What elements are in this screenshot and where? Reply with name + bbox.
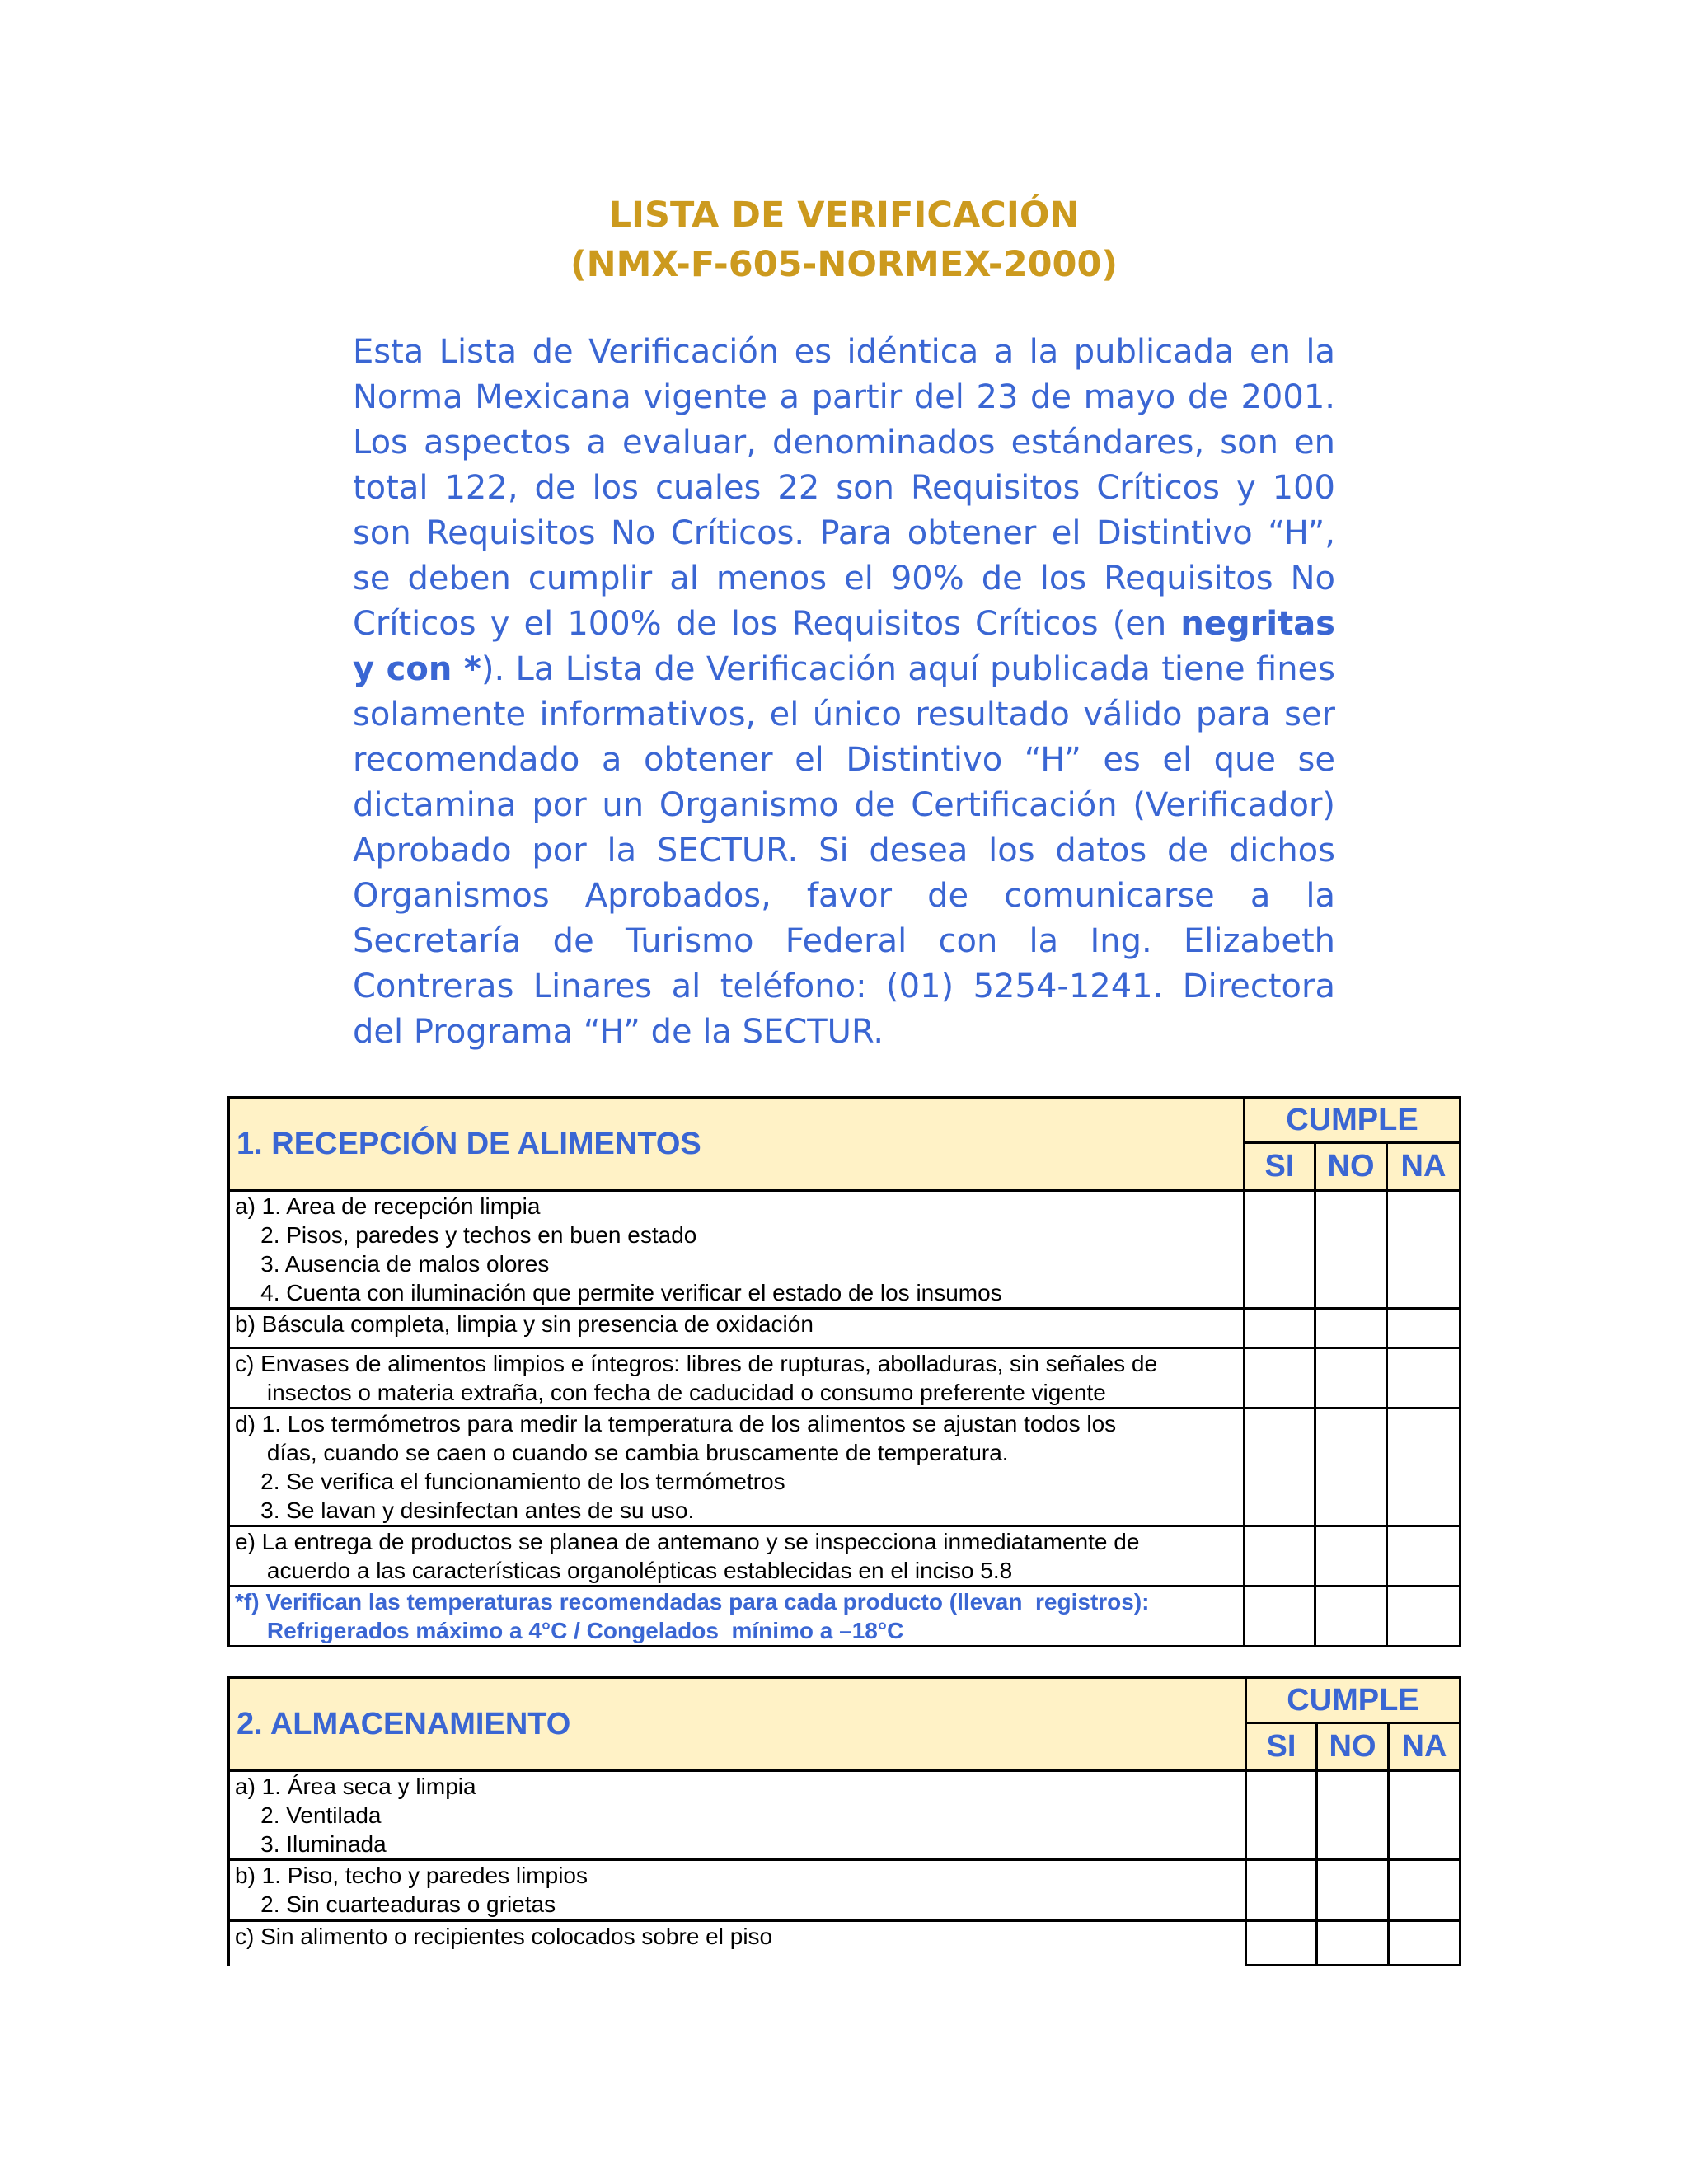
na-checkbox[interactable] [1387,1586,1461,1647]
section-title: 1. RECEPCIÓN DE ALIMENTOS [229,1098,1245,1191]
section-title: 2. ALMACENAMIENTO [229,1678,1246,1771]
intro-bold-text: negritas y con * [353,605,1335,688]
si-header: SI [1245,1143,1315,1191]
na-checkbox[interactable] [1387,1191,1461,1309]
si-checkbox[interactable] [1245,1526,1315,1586]
intro-paragraph [353,330,1335,1055]
na-header: NA [1387,1143,1461,1191]
no-checkbox[interactable] [1315,1586,1387,1647]
no-checkbox[interactable] [1315,1526,1387,1586]
si-checkbox[interactable] [1245,1586,1315,1647]
si-checkbox[interactable] [1245,1309,1315,1348]
si-checkbox[interactable] [1245,1408,1315,1526]
si-header: SI [1246,1723,1317,1771]
document-subtitle: (NMX-F-605-NORMEX-2000) [570,244,1118,285]
checklist-item-a: a) 1. Área seca y limpia 2. Ventilada 3. Iluminada [229,1771,1246,1860]
na-checkbox[interactable] [1387,1309,1461,1348]
intro-text-1: Esta Lista de Verificación es idéntica a la publicada en la Norma Mexicana vigente a partir del 23 de mayo de 2001. Los aspectos a evaluar, denominados estándares, son en total 122, de los cuales 22 son Requisitos Críticos y 100 son Requisitos No Críticos. Para obtener el Distintivo “H”, se deben cumplir al menos el 90% de los Requisitos No Críticos y el 100% de los Requisitos Críticos (en [353,333,1335,643]
no-checkbox[interactable] [1317,1921,1389,1966]
checklist-item-d: d) 1. Los termómetros para medir la temperatura de los alimentos se ajustan todos los días, cuando se caen o cuando se cambia bruscamente de temperatura. 2. Se verifica el funcionamiento de los termómetros 3. Se lavan y desinfectan antes de su uso. [229,1408,1245,1526]
si-checkbox[interactable] [1246,1771,1317,1860]
checklist-item-e: e) La entrega de productos se planea de antemano y se inspecciona inmediatamente de acuerdo a las características organolépticas establecidas en el inciso 5.8 [229,1526,1245,1586]
si-checkbox[interactable] [1245,1348,1315,1408]
na-checkbox[interactable] [1387,1408,1461,1526]
checklist-item-b: b) 1. Piso, techo y paredes limpios 2. Sin cuarteaduras o grietas [229,1860,1246,1921]
na-checkbox[interactable] [1387,1348,1461,1408]
no-checkbox[interactable] [1317,1771,1389,1860]
checklist-item-a: a) 1. Area de recepción limpia 2. Pisos, paredes y techos en buen estado 3. Ausencia de malos olores 4. Cuenta con iluminación que permite verificar el estado de los insumos [229,1191,1245,1309]
si-checkbox[interactable] [1246,1921,1317,1966]
no-checkbox[interactable] [1315,1348,1387,1408]
no-checkbox[interactable] [1315,1309,1387,1348]
na-checkbox[interactable] [1389,1860,1461,1921]
document-title: LISTA DE VERIFICACIÓN [608,194,1080,236]
no-checkbox[interactable] [1315,1408,1387,1526]
na-header: NA [1389,1723,1461,1771]
si-checkbox[interactable] [1246,1860,1317,1921]
si-checkbox[interactable] [1245,1191,1315,1309]
checklist-item-b: b) Báscula completa, limpia y sin presencia de oxidación [229,1309,1245,1348]
na-checkbox[interactable] [1389,1921,1461,1966]
na-checkbox[interactable] [1389,1771,1461,1860]
no-header: NO [1315,1143,1387,1191]
no-checkbox[interactable] [1315,1191,1387,1309]
checklist-item-c: c) Sin alimento o recipientes colocados sobre el piso [229,1921,1246,1966]
no-header: NO [1317,1723,1389,1771]
na-checkbox[interactable] [1387,1526,1461,1586]
no-checkbox[interactable] [1317,1860,1389,1921]
checklist-item-f-critical: *f) Verifican las temperaturas recomendadas para cada producto (llevan registros): Refrigerados máximo a 4°C / Congelados mínimo a –18°C [229,1586,1245,1647]
checklist-table-almacenamiento [227,1676,1461,1966]
cumple-header: CUMPLE [1245,1098,1461,1143]
checklist-table-recepcion [227,1096,1461,1647]
checklist-item-c: c) Envases de alimentos limpios e íntegros: libres de rupturas, abolladuras, sin señales de insectos o materia extraña, con fecha de caducidad o consumo preferente vigente [229,1348,1245,1408]
cumple-header: CUMPLE [1246,1678,1461,1723]
intro-text-2: ). La Lista de Verificación aquí publicada tiene fines solamente informativos, el único resultado válido para ser recomendado a obtener el Distintivo “H” es el que se dictamina por un Organismo de Certificación (Verificador) Aprobado por la SECTUR. Si desea los datos de dichos Organismos Aprobados, favor de comunicarse a la Secretaría de Turismo Federal con la Ing. Elizabeth Contreras Linares al teléfono: (01) 5254-1241. Directora del Programa “H” de la SECTUR. [353,650,1335,1051]
